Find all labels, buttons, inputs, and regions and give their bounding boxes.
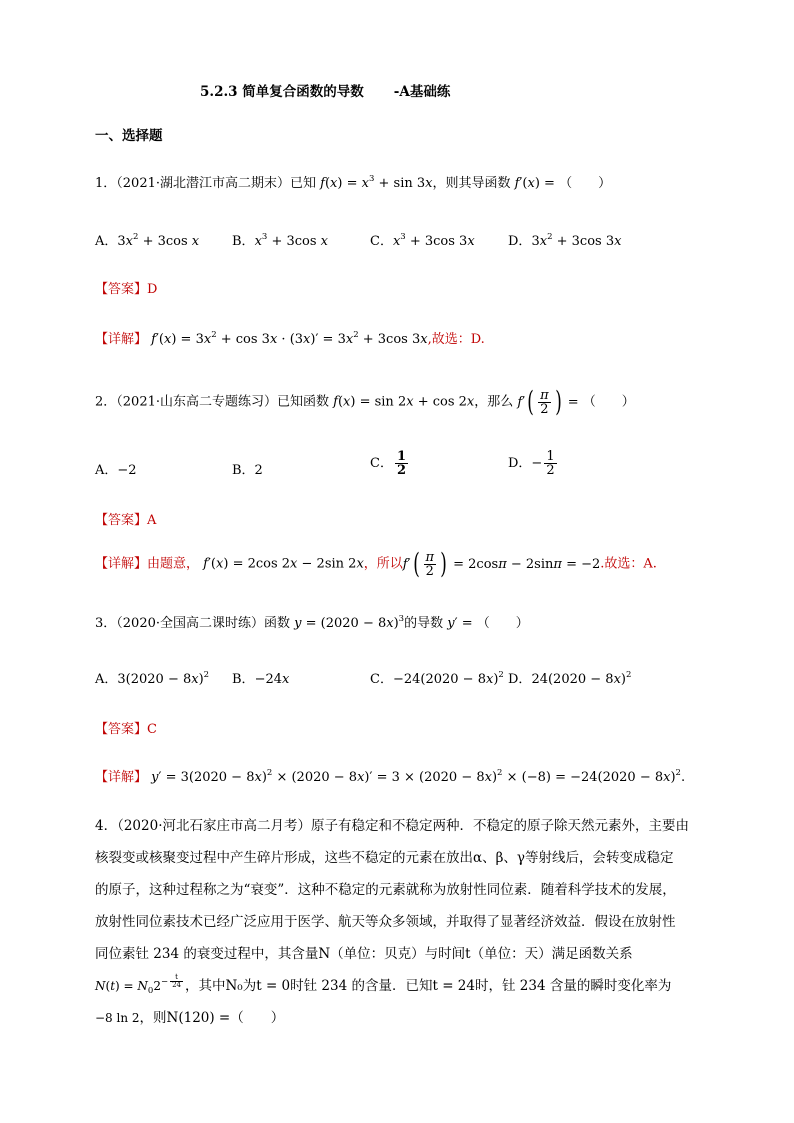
q1-option-d[interactable]: D．$3x^2 + 3\cos$ 3x bbox=[508, 232, 622, 249]
q3-derivative-formula: y′ = bbox=[447, 616, 477, 631]
q2-answer: 【答案】A bbox=[95, 513, 157, 528]
q2-option-a[interactable]: A．−2 bbox=[95, 463, 137, 478]
q1-function-formula: $f(x) = x^3 + \sin 3x$ bbox=[320, 174, 433, 191]
section-heading: 一、选择题 bbox=[95, 128, 163, 144]
question-2-stem: 2．（2021·山东高二专题练习）已知函数 f(x) = sin 2x + cos 2x，那么 f′( $\frac{\pi}{2}$ ) = （ ） bbox=[95, 385, 635, 418]
q3-answer: 【答案】C bbox=[95, 722, 157, 737]
q2-option-b[interactable]: B．2 bbox=[232, 463, 263, 478]
question-3-stem: 3．（2020·全国高二课时练）函数 $y = (2020 - 8x)^3$的导数 y′ = （ ） bbox=[95, 614, 529, 631]
page-title: 5.2.3 简单复合函数的导数 -A基础练 bbox=[200, 84, 451, 100]
q1-option-c[interactable]: C．$x^3 + 3\cos$ 3x bbox=[370, 232, 475, 249]
q3-option-a[interactable]: A．$3(2020 - 8x)^2$ bbox=[95, 670, 210, 687]
q2-option-c[interactable]: C． $\frac{1}{2}$ bbox=[370, 449, 406, 478]
q3-option-b[interactable]: B．−24x bbox=[232, 672, 290, 687]
q2-derivative-formula: f′( $\frac{\pi}{2}$ ) = bbox=[517, 385, 583, 418]
q3-option-d[interactable]: D．$24(2020 - 8x)^2$ bbox=[508, 670, 632, 687]
q2-function-formula: f(x) = sin 2x + cos 2x bbox=[333, 394, 475, 410]
q1-derivative-formula: f′(x) = bbox=[514, 176, 560, 191]
q2-option-d[interactable]: D．− $\frac{1}{2}$ bbox=[508, 449, 555, 478]
q1-option-a[interactable]: A．$3x^2 + 3\cos$ x bbox=[95, 232, 200, 249]
q3-function-formula: $y = (2020 - 8x)^3$ bbox=[294, 614, 405, 631]
q3-detail: 【详解】 $y' = 3(2020 - 8x)^2 \times (2020 - 8x)' = 3 \times (2020 - 8x)^2 \times (-8) = -24(2020 - 8x)^2$. bbox=[95, 768, 686, 785]
question-4-stem: 4．（2020·河北石家庄市高二月考）原子有稳定和不稳定两种．不稳定的原子除天然元素外，主要由 核裂变或核聚变过程中产生碎片形成，这些不稳定的元素在放出α、β、γ等射线后，会转变成稳定 的原子，这种过程称之为“衰变”．这种不稳定的元素就称为放射性同位素．随着科学技术的发展， 放射性同位素技术已经广泛应用于医学、航天等众多领域，并取得了显著经济效益．假设在放射性 同位素钍 234 的衰变过程中，其含量N（单位：贝克）与时间t（单位：天）满足函数关系 $N(t) = N_02^{- \frac{t}{24}}$ ，其中N₀为t = 0时钍 234 的含量．已知t = 24时，钍 234 含量的瞬时变化率为 −8 ln 2，则N(120) =（ ） bbox=[95, 810, 705, 1034]
q1-answer: 【答案】D bbox=[95, 282, 158, 297]
q4-last-line: −8 ln 2，则N(120) =（ ） bbox=[95, 1010, 285, 1026]
q3-option-c[interactable]: C．$-24(2020 - 8x)^2$ bbox=[370, 670, 504, 687]
question-1-stem: 1．（2021·湖北潜江市高二期末）已知 $f(x) = x^3 + \sin 3x$，则其导函数 f′(x) = （ ） bbox=[95, 174, 612, 191]
q1-detail: 【详解】 $f'(x) = 3x^2 + \cos 3x \cdot (3x)' = 3x^2 + 3\cos$ 3x,故选：D. bbox=[95, 330, 485, 347]
q4-formula-line: $N(t) = N_02^{- \frac{t}{24}}$ ，其中N₀为t = 0时钍 234 的含量．已知t = 24时，钍 234 含量的瞬时变化率为 bbox=[95, 973, 672, 996]
q1-option-b[interactable]: B．$x^3 + 3\cos$ x bbox=[232, 232, 329, 249]
q2-detail: 【详解】由题意， f′(x) = 2cos 2x − 2sin 2x，所以f′( $\frac{\pi}{2}$ ) = 2cosπ − 2sinπ = −2.故选：A. bbox=[95, 547, 657, 580]
